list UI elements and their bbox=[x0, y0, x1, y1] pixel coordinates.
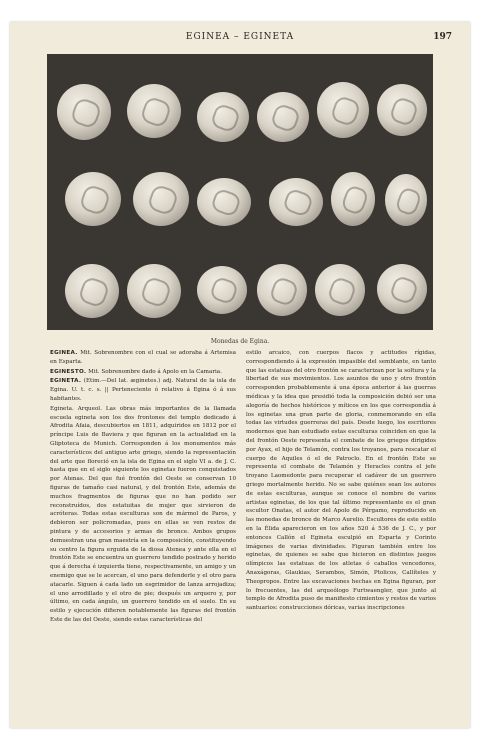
coin-image bbox=[377, 84, 427, 136]
left-column bbox=[50, 349, 236, 626]
coin-image bbox=[269, 178, 323, 226]
figure-caption: Monedas de Egina. bbox=[210, 338, 270, 345]
coin-image bbox=[385, 174, 427, 226]
coin-plate-image bbox=[47, 54, 433, 330]
entry-text: Mit. Sobrenombre dado á Apolo en la Camaria. bbox=[86, 368, 222, 375]
coin-image bbox=[317, 82, 369, 138]
header-title: EGINEA – EGINETA bbox=[185, 32, 295, 42]
coin-image bbox=[257, 264, 307, 316]
body-text-left: Eginetа. Arqueol. Las obras más importantes de la llamada escuela egineta son los dos frontones del templo dedicado á Afrodita Afaia, descubiertos en 1811, adquiridos en 1812 por el príncipe Luis de Baviera y que figuran en la actualidad en la Gliptoteca de Munich. Corresponden á los monumentos más característicos del antiguo arte griego, siendo la representación del arte que floreció en la isla de Egina en el siglo VI a. de J. C. hasta que en el siglo siguiente los eginetas fueron conquistados por Atenas. Del que fué frontón del Oeste se conservan 10 figuras de tamaño casi natural, y del frontón Este, además de muchos fragmentos de figuras que no han podido ser reconstruídos, dos estatuitas de mujer que sirvieron de acróteras. Todas estas esculturas son de mármol de Paros, y debieron ser policromadas, pues en ellas se ven restos de pintura y de accesorios y armas de bronce. Ambos grupos demuestran una gran maestría en la composición, constituyendo su centro la figura erguida de la diosa Atenea y ante ella en el frontón Este se encuentra un guerrero tendido postrado y herido que á derecha é izquierda tiene, respectivamente, un amigo y un enemigo que se le acercan, el uno para defenderle y el otro para atacarle. Siguen á cada lado un esgrimidor de lanza arrojadiza; el uno arrodillado y el otro de pie; después un arquero y, por último, en cada ángulo, un guerrero tendido en el suelo. En su estilo y ejecución difieren notablemente las figuras del frontón Este de las del Oeste, siendo estas características del bbox=[50, 405, 236, 623]
entry-term: EGINEA. bbox=[50, 350, 78, 356]
entry-term: EGINETA. bbox=[50, 378, 82, 385]
coin-image bbox=[257, 92, 309, 142]
coin-image bbox=[127, 264, 181, 318]
coin-image bbox=[133, 172, 189, 226]
coin-image bbox=[315, 264, 365, 316]
coin-image bbox=[331, 172, 375, 226]
entry-egineta bbox=[50, 377, 236, 403]
entry-eginesto bbox=[50, 368, 236, 377]
page-sheet bbox=[10, 22, 470, 728]
entry-text: (Etim.—Del lat. æginetes.) adj. Natural de la isla de Egina. U. t. c. s. || Perteneciente ó relativo á Egina ó á sus habitantes. bbox=[50, 378, 236, 402]
coin-image bbox=[65, 172, 121, 226]
running-header bbox=[10, 32, 470, 44]
entry-term: EGINESTO. bbox=[50, 368, 87, 375]
coin-image bbox=[197, 92, 249, 142]
coin-image bbox=[197, 266, 247, 314]
coin-image bbox=[65, 264, 119, 318]
entry-eginea bbox=[50, 349, 236, 367]
body-text-right: estilo arcaico, con cuerpos flacos y actitudes rígidas, correspondiendo á la expresión impasible del semblante, en tanto que las estatuas del otro frontón se caracterizan por la soltura y la libertad de sus movimientos. Los asuntos de uno y otro frontón corresponden probablemente á una época anterior á las guerras médicas y la idea que presidió toda la composición debió ser una alegoría de hechos históricos y míticos en los que correspondía á los eginetas una gran parte de gloria, conmemorando en ella todas las virtudes guerreras del país. Desde luego, los escritores modernos que han estudiado estas esculturas coinciden en que la del frontón Oeste representa el combate de los griegos dirigidos por Ayax, el hijo de Telamón, contra los troyanos, para rescatar el cuerpo de Aquiles ó el de Patroclo. En el frontón Este se representa el combate de Telamón y Heracles contra el jefe troyano Laomedonte para recuperar el cadáver de un guerrero griego mortalmente herido. No se sabe quiénes sean los autores de estas esculturas, aunque se conoce el nombre de varios artistas eginetas, de los que tal último representante es el gran escultor Onatas, el autor del Apolo de Pérgamo, reproducido en las monedas de bronce de Marco Aurelio. Escultores de este estilo en la Élida aparecieron en los años 520 á 536 de J. C., y por entonces Callón el Egineta esculpió en Esparta y Corinto imágenes de varias divinidades. Figuran también entre los eginetas, de quienes se sabe que hicieron en distintos juegos olímpicos las estatuas de los atletas ó caballos vencedores, Anaxágoras, Glaukias, Serambos, Simón, Ptolicos, Callíteles y Theopropos. Entre las excavaciones hechas en Egina figuran, por lo frecuentes, las del arqueólogo Furtwaengler, que junto al templo de Afrodita puso de manifiesto cimientos y restos de varios santuarios: construcciones dóricas, varias inscripciones bbox=[246, 350, 436, 612]
entry-text: Mit. Sobrenombre con el cual se adoraba á Artemisa en Esparta. bbox=[50, 350, 236, 365]
right-column bbox=[246, 349, 436, 614]
coin-image bbox=[127, 84, 181, 138]
coin-image bbox=[377, 264, 427, 314]
page-number: 197 bbox=[433, 32, 452, 42]
coin-image bbox=[57, 84, 111, 140]
coin-image bbox=[197, 178, 251, 226]
